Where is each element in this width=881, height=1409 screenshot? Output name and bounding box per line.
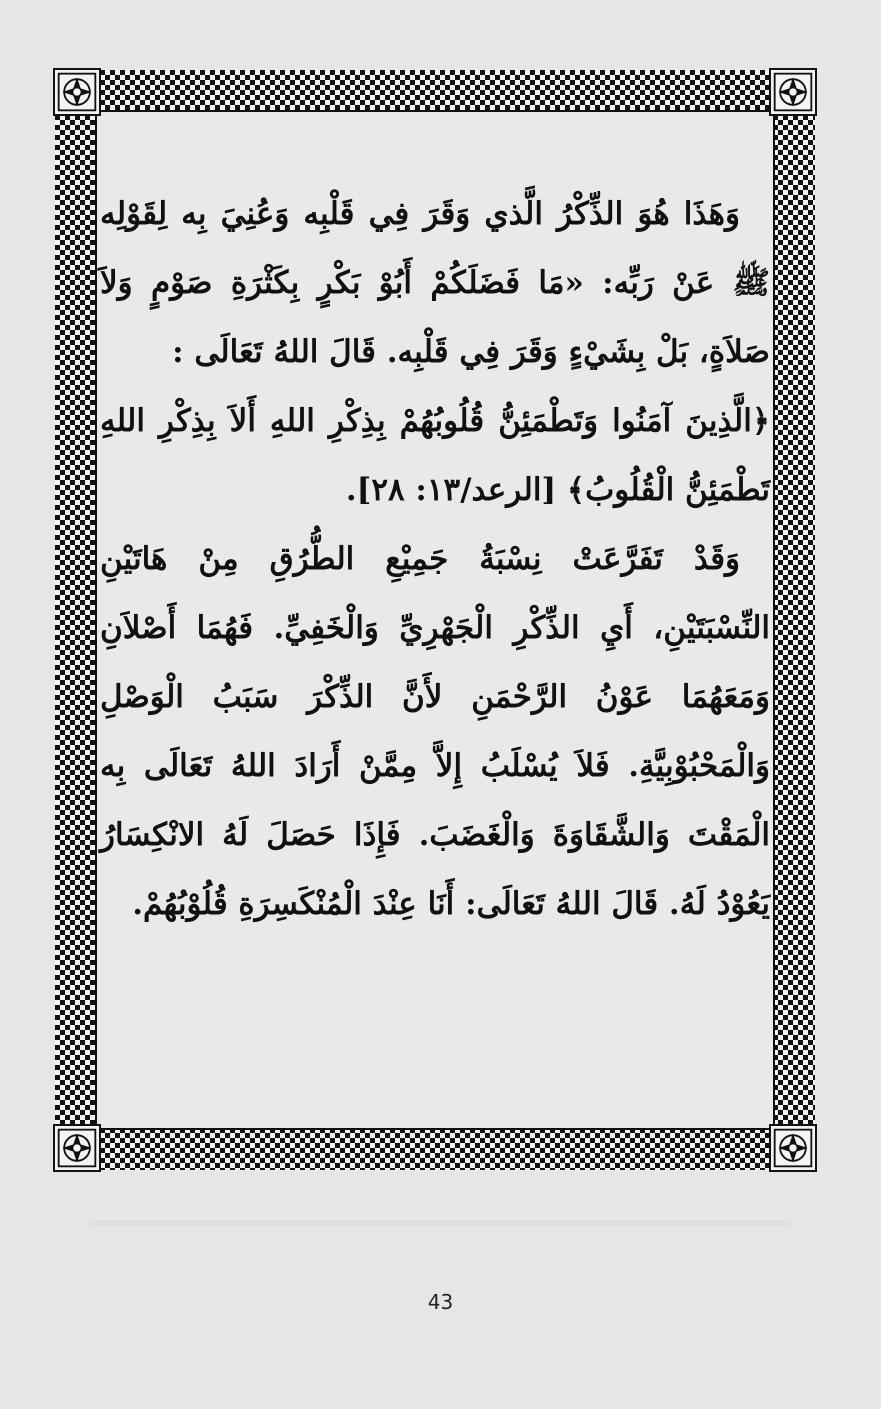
frame-border-top: [55, 70, 815, 112]
paragraph-3: وَقَدْ تَفَرَّعَتْ نِسْبَةُ جَمِيْعِ الطُّرُقِ مِنْ هَاتَيْنِ النِّسْبَتَيْنِ، أَيِ الذِّكْرِ الْجَهْرِيِّ وَالْخَفِيِّ. فَهُمَا أَصْلاَنِ وَمَعَهُمَا عَوْنُ الرَّحْمَنِ لأَنَّ الذِّكْرَ سَبَبُ الْوَصْلِ وَالْمَحْبُوْبِيَّةِ. فَلاَ يُسْلَبُ إِلاَّ مِمَّنْ أَرَادَ اللهُ تَعَالَى بِه الْمَقْتَ وَالشَّقَاوَةَ وَالْغَضَبَ. فَإِذَا حَصَلَ لَهُ الانْكِسَارُ يَعُوْدُ لَهُ. قَالَ اللهُ تَعَالَى: أَنَا عِنْدَ الْمُنْكَسِرَةِ قُلُوْبُهُمْ.: [100, 541, 770, 922]
frame-border-left: [55, 70, 97, 1170]
frame-border-bottom: [55, 1128, 815, 1170]
rosette-ornament-icon: [769, 68, 817, 116]
page-number: 43: [427, 1290, 454, 1314]
rosette-ornament-icon: [53, 1124, 101, 1172]
paragraph-1: وَهَذَا هُوَ الذِّكْرُ الَّذي وَقَرَ فِي قَلْبِه وَعُنِيَ بِه لِقَوْلِه ﷺ عَنْ رَبِّه: «مَا فَضَلَكُمْ أَبُوْ بَكْرٍ بِكَثْرَةِ صَوْمٍ وَلاَ صَلاَةٍ، بَلْ بِشَيْءٍ وَقَرَ فِي قَلْبِه. قَالَ اللهُ تَعَالَى :: [100, 196, 770, 370]
rosette-ornament-icon: [769, 1124, 817, 1172]
rosette-ornament-icon: [53, 68, 101, 116]
frame-border-right: [773, 70, 815, 1170]
page-body-text: [100, 180, 770, 939]
paragraph-2-quran-verse: ﴿الَّذِينَ آمَنُوا وَتَطْمَئِنُّ قُلُوبُهُمْ بِذِكْرِ اللهِ أَلاَ بِذِكْرِ اللهِ تَطْمَئِنُّ الْقُلُوبُ﴾ [الرعد/١٣: ٢٨].: [100, 403, 770, 508]
